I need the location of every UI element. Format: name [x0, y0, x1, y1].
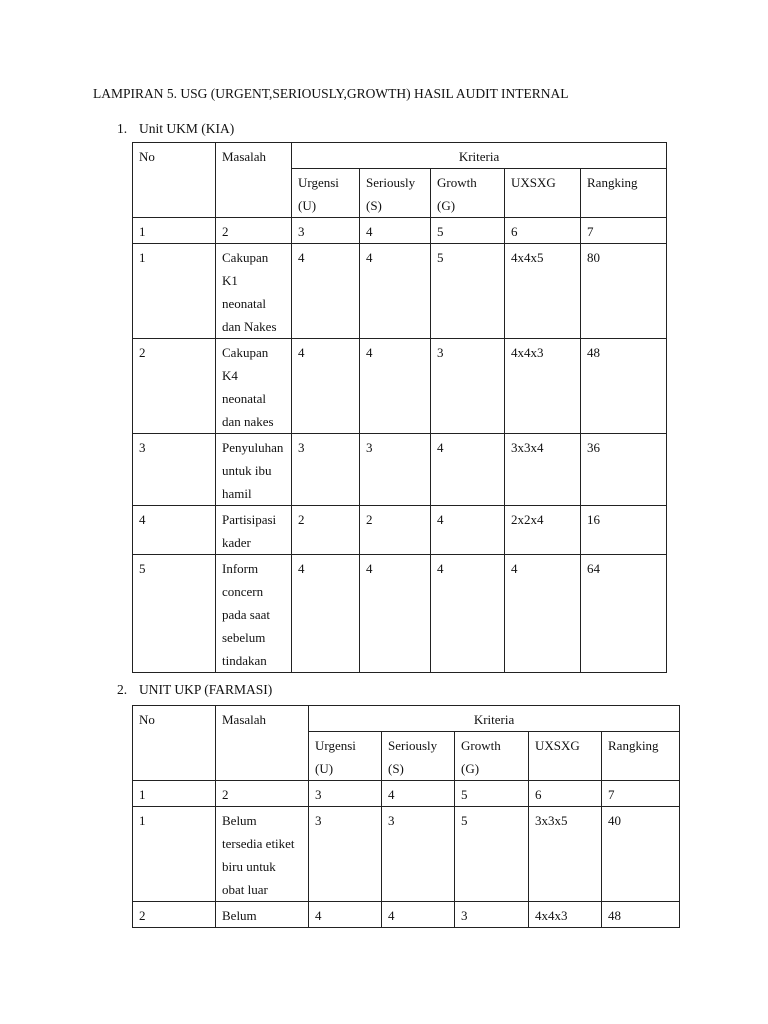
cell-growth: 4 [431, 555, 505, 673]
header-kriteria: Kriteria [309, 706, 680, 732]
cell-line: Partisipasi [222, 512, 277, 527]
cell-line: neonatal [222, 391, 267, 406]
usg-table-ukm-kia [132, 142, 667, 673]
cell-seriously: 3 [360, 434, 431, 506]
cell-line: K1 [222, 273, 238, 288]
cell-urgensi: 4 [309, 902, 382, 928]
cell-uxsxg: 4 [505, 555, 581, 673]
cell-growth: 5 [455, 807, 529, 902]
cell-masalah [216, 434, 292, 506]
header-masalah: Masalah [216, 706, 309, 781]
cell-no: 2 [133, 339, 216, 434]
index-row [133, 218, 667, 244]
cell-masalah [216, 807, 309, 902]
cell-uxsxg: 2x2x4 [505, 506, 581, 555]
cell-line: (G) [461, 761, 480, 776]
header-growth [455, 732, 529, 781]
section-title: Unit UKM (KIA) [139, 121, 235, 136]
cell-growth: 3 [431, 339, 505, 434]
section-title: UNIT UKP (FARMASI) [139, 682, 273, 697]
cell-no: 1 [133, 244, 216, 339]
index-cell: 7 [581, 218, 667, 244]
cell-line: K4 [222, 368, 238, 383]
table-body [133, 143, 667, 673]
cell-uxsxg: 4x4x3 [505, 339, 581, 434]
cell-uxsxg: 4x4x3 [529, 902, 602, 928]
cell-line: sebelum [222, 630, 266, 645]
index-cell: 3 [309, 781, 382, 807]
cell-rangking: 48 [602, 902, 680, 928]
header-rangking: Rangking [581, 169, 667, 218]
table-row [133, 902, 680, 928]
cell-rangking: 16 [581, 506, 667, 555]
table-row [133, 244, 667, 339]
section-number: 2. [117, 682, 128, 697]
table-body [133, 706, 680, 928]
index-cell: 6 [529, 781, 602, 807]
index-cell: 2 [216, 218, 292, 244]
cell-masalah [216, 902, 309, 928]
index-cell: 4 [382, 781, 455, 807]
header-seriously [360, 169, 431, 218]
header-no: No [133, 143, 216, 218]
cell-seriously: 3 [382, 807, 455, 902]
table-row [133, 807, 680, 902]
cell-line: (U) [298, 198, 317, 213]
cell-line: tersedia etiket [222, 836, 295, 851]
cell-seriously: 4 [382, 902, 455, 928]
cell-line: obat luar [222, 882, 268, 897]
cell-masalah [216, 339, 292, 434]
header-seriously [382, 732, 455, 781]
cell-seriously: 4 [360, 244, 431, 339]
index-cell: 2 [216, 781, 309, 807]
cell-no: 1 [133, 807, 216, 902]
header-growth [431, 169, 505, 218]
cell-urgensi: 3 [309, 807, 382, 902]
section-number: 1. [117, 121, 128, 136]
page-title: LAMPIRAN 5. USG (URGENT,SERIOUSLY,GROWTH) HASIL AUDIT INTERNAL [93, 86, 569, 101]
cell-no: 4 [133, 506, 216, 555]
header-uxsxg: UXSXG [505, 169, 581, 218]
cell-growth: 4 [431, 506, 505, 555]
cell-uxsxg: 3x3x4 [505, 434, 581, 506]
cell-seriously: 2 [360, 506, 431, 555]
cell-line: dan Nakes [222, 319, 277, 334]
cell-growth: 3 [455, 902, 529, 928]
cell-line: concern [222, 584, 264, 599]
cell-line: Penyuluhan [222, 440, 284, 455]
cell-line: Inform [222, 561, 259, 576]
cell-rangking: 64 [581, 555, 667, 673]
header-urgensi [309, 732, 382, 781]
cell-line: (S) [366, 198, 382, 213]
cell-rangking: 36 [581, 434, 667, 506]
cell-line: tindakan [222, 653, 267, 668]
cell-rangking: 80 [581, 244, 667, 339]
cell-line: Urgensi [298, 175, 339, 190]
index-cell: 3 [292, 218, 360, 244]
cell-line: (U) [315, 761, 334, 776]
cell-line: neonatal [222, 296, 267, 311]
cell-urgensi: 4 [292, 555, 360, 673]
cell-rangking: 48 [581, 339, 667, 434]
table-row [133, 506, 667, 555]
cell-no: 3 [133, 434, 216, 506]
header-masalah: Masalah [216, 143, 292, 218]
header-kriteria: Kriteria [292, 143, 667, 169]
table-row [133, 555, 667, 673]
cell-line: Growth [437, 175, 477, 190]
cell-line: kader [222, 535, 251, 550]
index-cell: 1 [133, 218, 216, 244]
header-no: No [133, 706, 216, 781]
cell-line: Seriously [388, 738, 438, 753]
cell-urgensi: 4 [292, 244, 360, 339]
cell-masalah [216, 506, 292, 555]
cell-line: (G) [437, 198, 456, 213]
cell-line: pada saat [222, 607, 271, 622]
cell-line: untuk ibu [222, 463, 272, 478]
header-row [133, 143, 667, 169]
cell-urgensi: 4 [292, 339, 360, 434]
header-urgensi [292, 169, 360, 218]
cell-masalah [216, 244, 292, 339]
cell-no: 2 [133, 902, 216, 928]
cell-rangking: 40 [602, 807, 680, 902]
header-row [133, 706, 680, 732]
cell-seriously: 4 [360, 555, 431, 673]
header-rangking: Rangking [602, 732, 680, 781]
cell-line: Belum [222, 813, 257, 828]
cell-line: Cakupan [222, 250, 269, 265]
cell-line: hamil [222, 486, 252, 501]
table-row [133, 339, 667, 434]
index-cell: 5 [455, 781, 529, 807]
cell-line: Belum [222, 908, 257, 923]
index-cell: 6 [505, 218, 581, 244]
cell-urgensi: 2 [292, 506, 360, 555]
cell-line: Urgensi [315, 738, 356, 753]
index-cell: 1 [133, 781, 216, 807]
table-row [133, 434, 667, 506]
cell-masalah [216, 555, 292, 673]
cell-seriously: 4 [360, 339, 431, 434]
index-cell: 4 [360, 218, 431, 244]
cell-line: Seriously [366, 175, 416, 190]
index-cell: 7 [602, 781, 680, 807]
index-cell: 5 [431, 218, 505, 244]
section-heading-1 [117, 121, 234, 137]
cell-line: (S) [388, 761, 404, 776]
cell-uxsxg: 4x4x5 [505, 244, 581, 339]
cell-line: Cakupan [222, 345, 269, 360]
index-row [133, 781, 680, 807]
cell-line: Growth [461, 738, 501, 753]
cell-uxsxg: 3x3x5 [529, 807, 602, 902]
cell-no: 5 [133, 555, 216, 673]
section-heading-2 [117, 682, 272, 698]
header-uxsxg: UXSXG [529, 732, 602, 781]
usg-table-ukp-farmasi [132, 705, 680, 928]
cell-growth: 5 [431, 244, 505, 339]
cell-growth: 4 [431, 434, 505, 506]
cell-line: biru untuk [222, 859, 276, 874]
cell-urgensi: 3 [292, 434, 360, 506]
cell-line: dan nakes [222, 414, 274, 429]
